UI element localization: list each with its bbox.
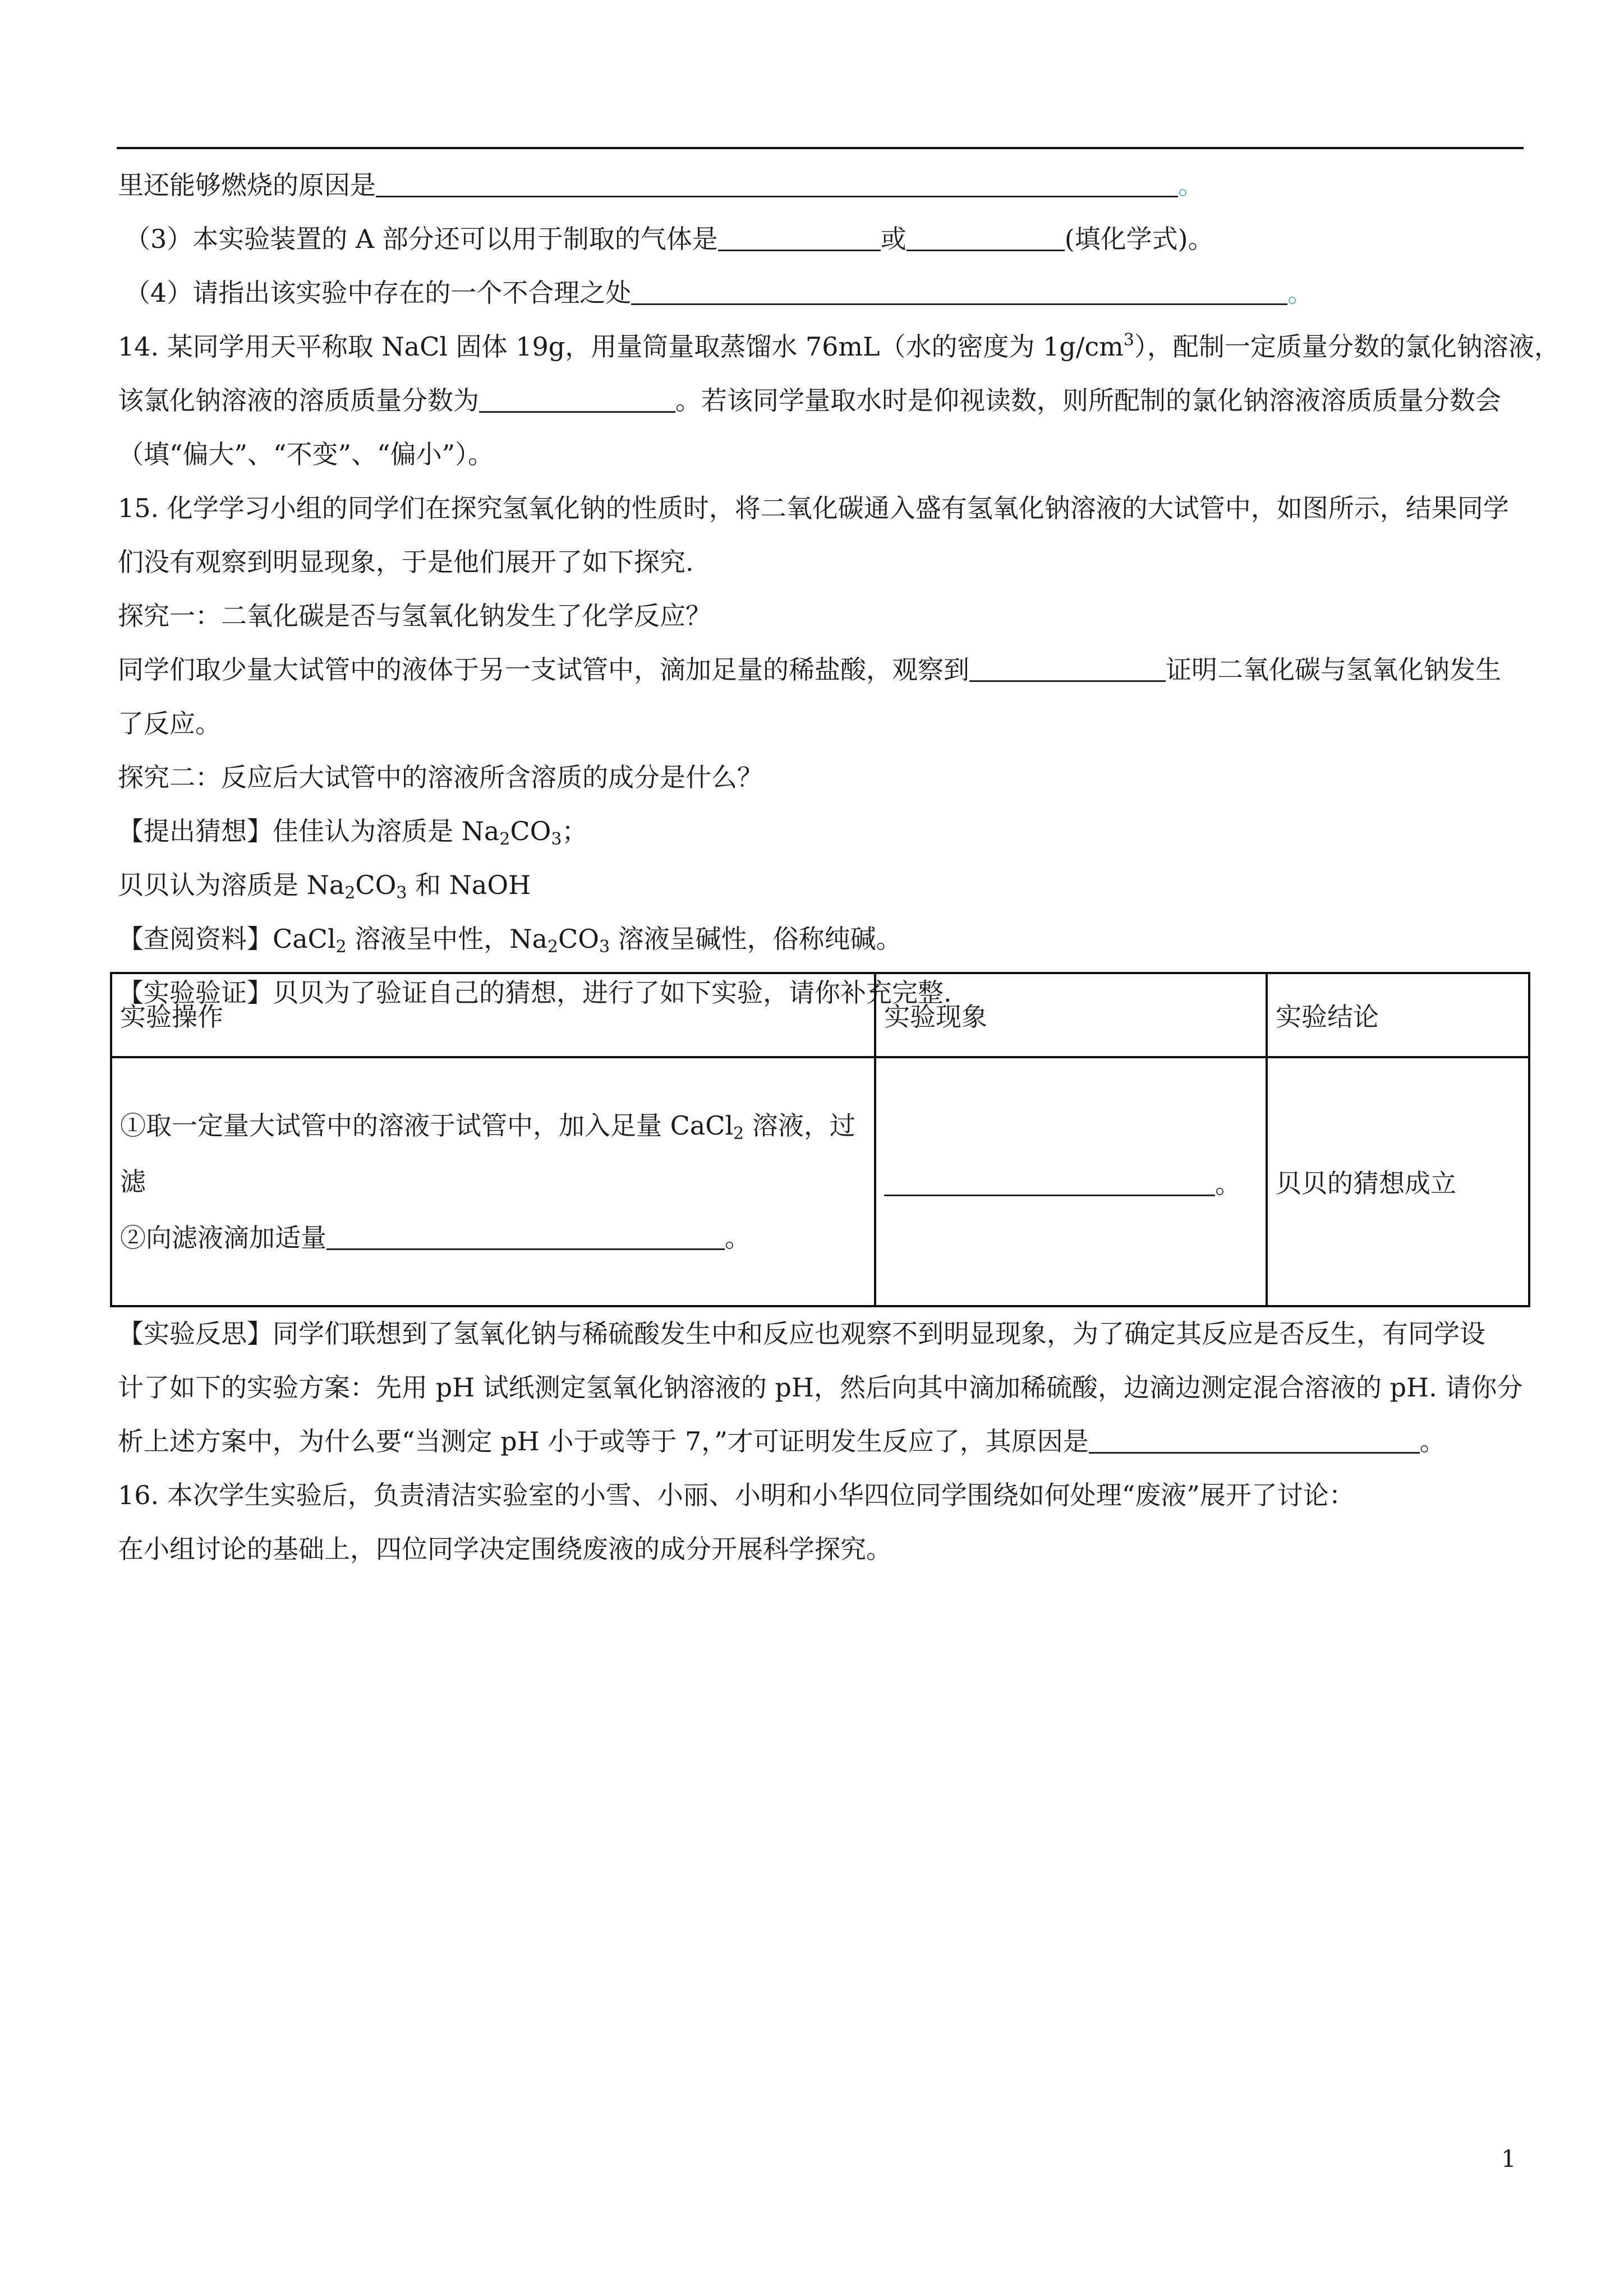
- answer-blank[interactable]: [631, 272, 1287, 305]
- document-tail: [118, 1307, 1531, 1576]
- q15-explore-2: 探究二：反应后大试管中的溶液所含溶质的成分是什么？: [118, 762, 763, 792]
- answer-blank[interactable]: [907, 218, 1065, 251]
- experiment-table: [110, 972, 1530, 1307]
- q13-line-2: （3）本实验装置的 A 部分还可以用于制取的气体是 或 (填化学式)。: [118, 212, 1531, 266]
- cell-phenomenon: 。: [875, 1057, 1267, 1306]
- reflect-line-2: 计了如下的实验方案：先用 pH 试纸测定氢氧化钠溶液的 pH，然后向其中滴加稀硫酸，边滴边测定混合溶液的 pH. 请你分: [118, 1372, 1523, 1403]
- answer-blank[interactable]: [1089, 1421, 1420, 1454]
- q15-guess-2: 贝贝认为溶质是 $Na_2CO_3$ 和 NaOH: [118, 870, 531, 903]
- q15-line-2: 们没有观察到明显现象，于是他们展开了如下探究.: [118, 547, 694, 577]
- q15-line-5: 了反应。: [118, 708, 221, 739]
- answer-blank[interactable]: [479, 380, 675, 413]
- answer-blank[interactable]: [718, 218, 881, 251]
- q15-line-4: 同学们取少量大试管中的液体于另一支试管中，滴加足量的稀盐酸，观察到 证明二氧化碳与氢氧化钠发生: [118, 643, 1531, 697]
- q15-verify: 【实验验证】贝贝为了验证自己的猜想，进行了如下实验，请你补充完整.: [118, 978, 952, 1008]
- table-row: [111, 1057, 1529, 1306]
- reflect-line-3: 析上述方案中，为什么要“当测定 pH 小于或等于 7，”才可证明发生反应了，其原因是 。: [118, 1414, 1531, 1468]
- q14-line-3: （填“偏大”、“不变”、“偏小”）。: [118, 439, 494, 469]
- q13-line-3: （4）请指出该实验中存在的一个不合理之处 。: [118, 266, 1531, 320]
- q14-line-1: 14. 某同学用天平称取 NaCl 固体 19g，用量筒量取蒸馏水 76mL（水的密度为 $1g/cm^3$），配制一定质量分数的氯化钠溶液，: [118, 330, 1560, 362]
- q15-guess-1: 【提出猜想】佳佳认为溶质是 $Na_2CO_3$；: [118, 816, 588, 849]
- q15-line-1: 15. 化学学习小组的同学们在探究氢氧化钠的性质时，将二氧化碳通入盛有氢氧化钠溶液的大试管中，如图所示，结果同学: [118, 493, 1509, 523]
- answer-blank[interactable]: [969, 649, 1166, 682]
- page-number: 1: [1501, 2145, 1516, 2173]
- header-rule: [117, 147, 1524, 149]
- answer-blank[interactable]: [326, 1217, 725, 1250]
- answer-blank[interactable]: [376, 164, 1178, 197]
- document-body: [118, 158, 1560, 1020]
- q16-line-1: 16. 本次学生实验后，负责清洁实验室的小雪、小丽、小明和小华四位同学围绕如何处理“废液”展开了讨论：: [118, 1480, 1355, 1510]
- cell-operation: ①取一定量大试管中的溶液于试管中，加入足量 CaCl$_2$ 溶液，过 滤 ②向滤液滴加适量 。: [111, 1057, 875, 1306]
- table-header-row: [111, 973, 1529, 1057]
- q15-explore-1: 探究一：二氧化碳是否与氢氧化钠发生了化学反应？: [118, 601, 711, 631]
- answer-blank[interactable]: [884, 1163, 1215, 1196]
- q13-line-1: 里还能够燃烧的原因是 。: [118, 158, 1531, 212]
- q14-line-2: 该氯化钠溶液的溶质质量分数为 。若该同学量取水时是仰视读数，则所配制的氯化钠溶液溶质质量分数会: [118, 374, 1531, 427]
- header-operation: 实验操作: [111, 973, 875, 1057]
- reflect-line-1: 【实验反思】同学们联想到了氢氧化钠与稀硫酸发生中和反应也观察不到明显现象，为了确定其反应是否反生，有同学设: [118, 1318, 1485, 1349]
- cell-conclusion: 贝贝的猜想成立: [1267, 1057, 1529, 1306]
- header-conclusion: 实验结论: [1267, 973, 1529, 1057]
- header-phenomenon: 实验现象: [875, 973, 1267, 1057]
- q15-reference: 【查阅资料】CaCl$_2$ 溶液呈中性，$Na_2CO_3$ 溶液呈碱性，俗称纯碱。: [118, 924, 902, 957]
- q16-line-2: 在小组讨论的基础上，四位同学决定围绕废液的成分开展科学探究。: [118, 1534, 892, 1564]
